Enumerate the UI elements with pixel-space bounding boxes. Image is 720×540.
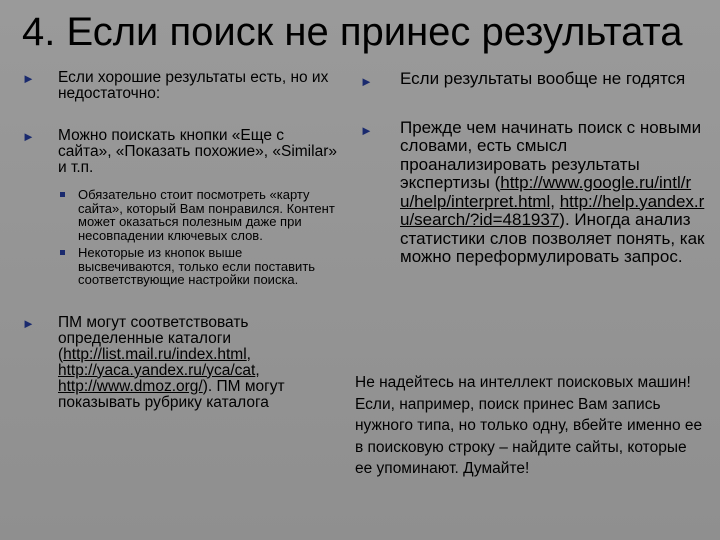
bullet-text-tail: ). Иногда анализ статистики слов позволяет понять, как можно переформулировать запрос. <box>400 210 705 266</box>
arrow-bullet-icon: ► <box>22 129 35 144</box>
bullet-text: ПМ могут соответствовать определенные каталоги ( <box>58 313 249 363</box>
separator: , <box>255 361 260 379</box>
link-dmoz[interactable]: http://www.dmoz.org/ <box>58 377 203 395</box>
bullet-text: Если результаты вообще не годятся <box>400 69 686 88</box>
separator: , <box>550 191 560 211</box>
bullet-text: Прежде чем начинать поиск с новыми словами, есть смысл проанализировать результаты экспертизы ( <box>400 117 702 192</box>
arrow-bullet-icon: ► <box>360 74 373 89</box>
bullet-text: Можно поискать кнопки «Еще с сайта», «Показать похожие», «Similar» и т.п. <box>58 127 337 176</box>
slide-title: 4. Если поиск не принес результата <box>22 10 683 54</box>
bullet-more-buttons <box>22 128 340 176</box>
sub-bullet-sitemap <box>22 188 340 242</box>
bullet-catalogs <box>22 315 340 411</box>
left-column <box>22 70 340 411</box>
bullet-good-results <box>22 70 340 102</box>
bullet-bad-results <box>360 70 705 89</box>
bullet-text-tail: ). ПМ могут показывать рубрику каталога <box>58 377 285 411</box>
link-yandex-catalog[interactable]: http://yaca.yandex.ru/yca/cat <box>58 361 256 379</box>
right-column <box>360 70 705 267</box>
sub-bullet-text: Некоторые из кнопок выше высвечиваются, только если поставить соответствующие настройки поиска. <box>78 245 316 287</box>
arrow-bullet-icon: ► <box>360 122 373 138</box>
separator: , <box>246 345 251 363</box>
link-yandex-help[interactable]: http://help.yandex.ru/search/?id=481937 <box>400 191 705 229</box>
link-mail-catalog[interactable]: http://list.mail.ru/index.html <box>63 345 247 363</box>
advice-note: Не надейтесь на интеллект поисковых машин! Если, например, поиск принес Вам запись нужного типа, но только одну, вбейте именно ее в поисковую строку – найдите сайты, которые ее упоминают. Думайте! <box>355 374 703 477</box>
arrow-bullet-icon: ► <box>22 71 35 86</box>
square-bullet-icon <box>60 250 65 255</box>
arrow-bullet-icon: ► <box>22 315 35 331</box>
bullet-analyze <box>360 119 705 267</box>
link-google-help[interactable]: http://www.google.ru/intl/ru/help/interpret.html <box>400 173 692 211</box>
sub-bullet-settings <box>22 246 340 287</box>
bullet-text: Если хорошие результаты есть, но их недостаточно: <box>58 69 329 102</box>
square-bullet-icon <box>60 192 65 197</box>
sub-bullet-text: Обязательно стоит посмотреть «карту сайта», который Вам понравился. Контент может оказаться полезным даже при несовпадении ключевых слов. <box>78 187 335 243</box>
